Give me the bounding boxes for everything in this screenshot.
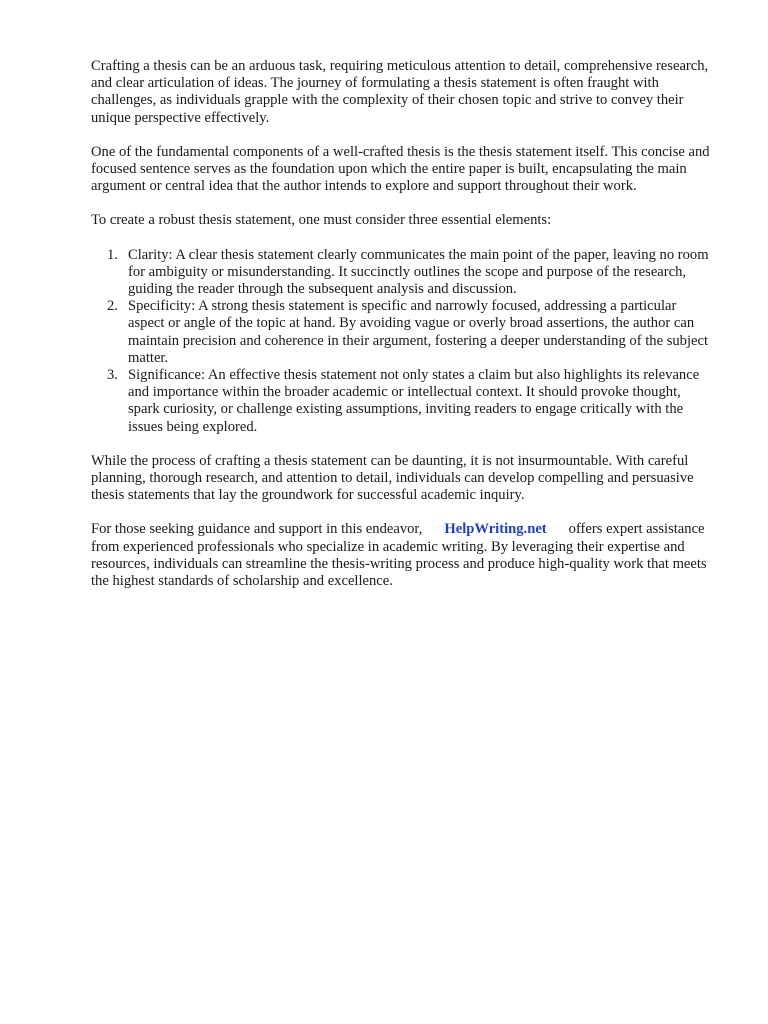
document-page [91, 58, 711, 607]
final-text-after-link: offers expert assistance from experienced professionals who specialize in academic writing. By leveraging their expertise and resources, individuals can streamline the thesis-writing process and produce high-quality work that meets the highest standards of scholarship and excellence. [91, 521, 707, 590]
list-number: 1. [107, 246, 118, 263]
list-item-text: Specificity: A strong thesis statement is specific and narrowly focused, addressing a particular aspect or angle of the topic at hand. By avoiding vague or overly broad assertions, the author can maintain precision and coherence in their argument, fostering a deeper understanding of the subject matter. [128, 298, 709, 366]
elements-list [91, 247, 711, 436]
paragraph-intro: Crafting a thesis can be an arduous task, requiring meticulous attention to detail, comprehensive research, and clear articulation of ideas. The journey of formulating a thesis statement is often fraught with challenges, as individuals grapple with the complexity of their chosen topic and strive to convey their unique perspective effectively. [91, 58, 709, 126]
final-text-before-link: For those seeking guidance and support in this endeavor, [91, 521, 423, 538]
list-number: 3. [107, 367, 118, 384]
list-item [91, 247, 711, 299]
list-number: 2. [107, 298, 118, 315]
list-item-text: Clarity: A clear thesis statement clearly communicates the main point of the paper, leaving no room for ambiguity or misunderstanding. It succinctly outlines the scope and purpose of the research, guiding the reader through the subsequent analysis and discussion. [128, 246, 709, 298]
list-item-text: Significance: An effective thesis statement not only states a claim but also highlights its relevance and importance within the broader academic or intellectual context. It should provoke thought, spark curiosity, or challenge existing assumptions, inviting readers to engage critically with the issues being explored. [128, 367, 700, 435]
paragraph-thesis-statement: One of the fundamental components of a well-crafted thesis is the thesis statement itself. This concise and focused sentence serves as the foundation upon which the entire paper is built, encapsulating the main argument or central idea that the author intends to explore and support throughout their work. [91, 143, 710, 195]
paragraph-closing: While the process of crafting a thesis statement can be daunting, it is not insurmountable. With careful planning, thorough research, and attention to detail, individuals can develop compelling and persuasive thesis statements that lay the groundwork for successful academic inquiry. [91, 452, 694, 504]
helpwriting-link[interactable]: HelpWriting.net [444, 521, 547, 538]
list-item [91, 298, 711, 367]
list-item [91, 367, 711, 436]
paragraph-final [91, 521, 711, 590]
paragraph-elements-lead: To create a robust thesis statement, one must consider three essential elements: [91, 212, 552, 229]
